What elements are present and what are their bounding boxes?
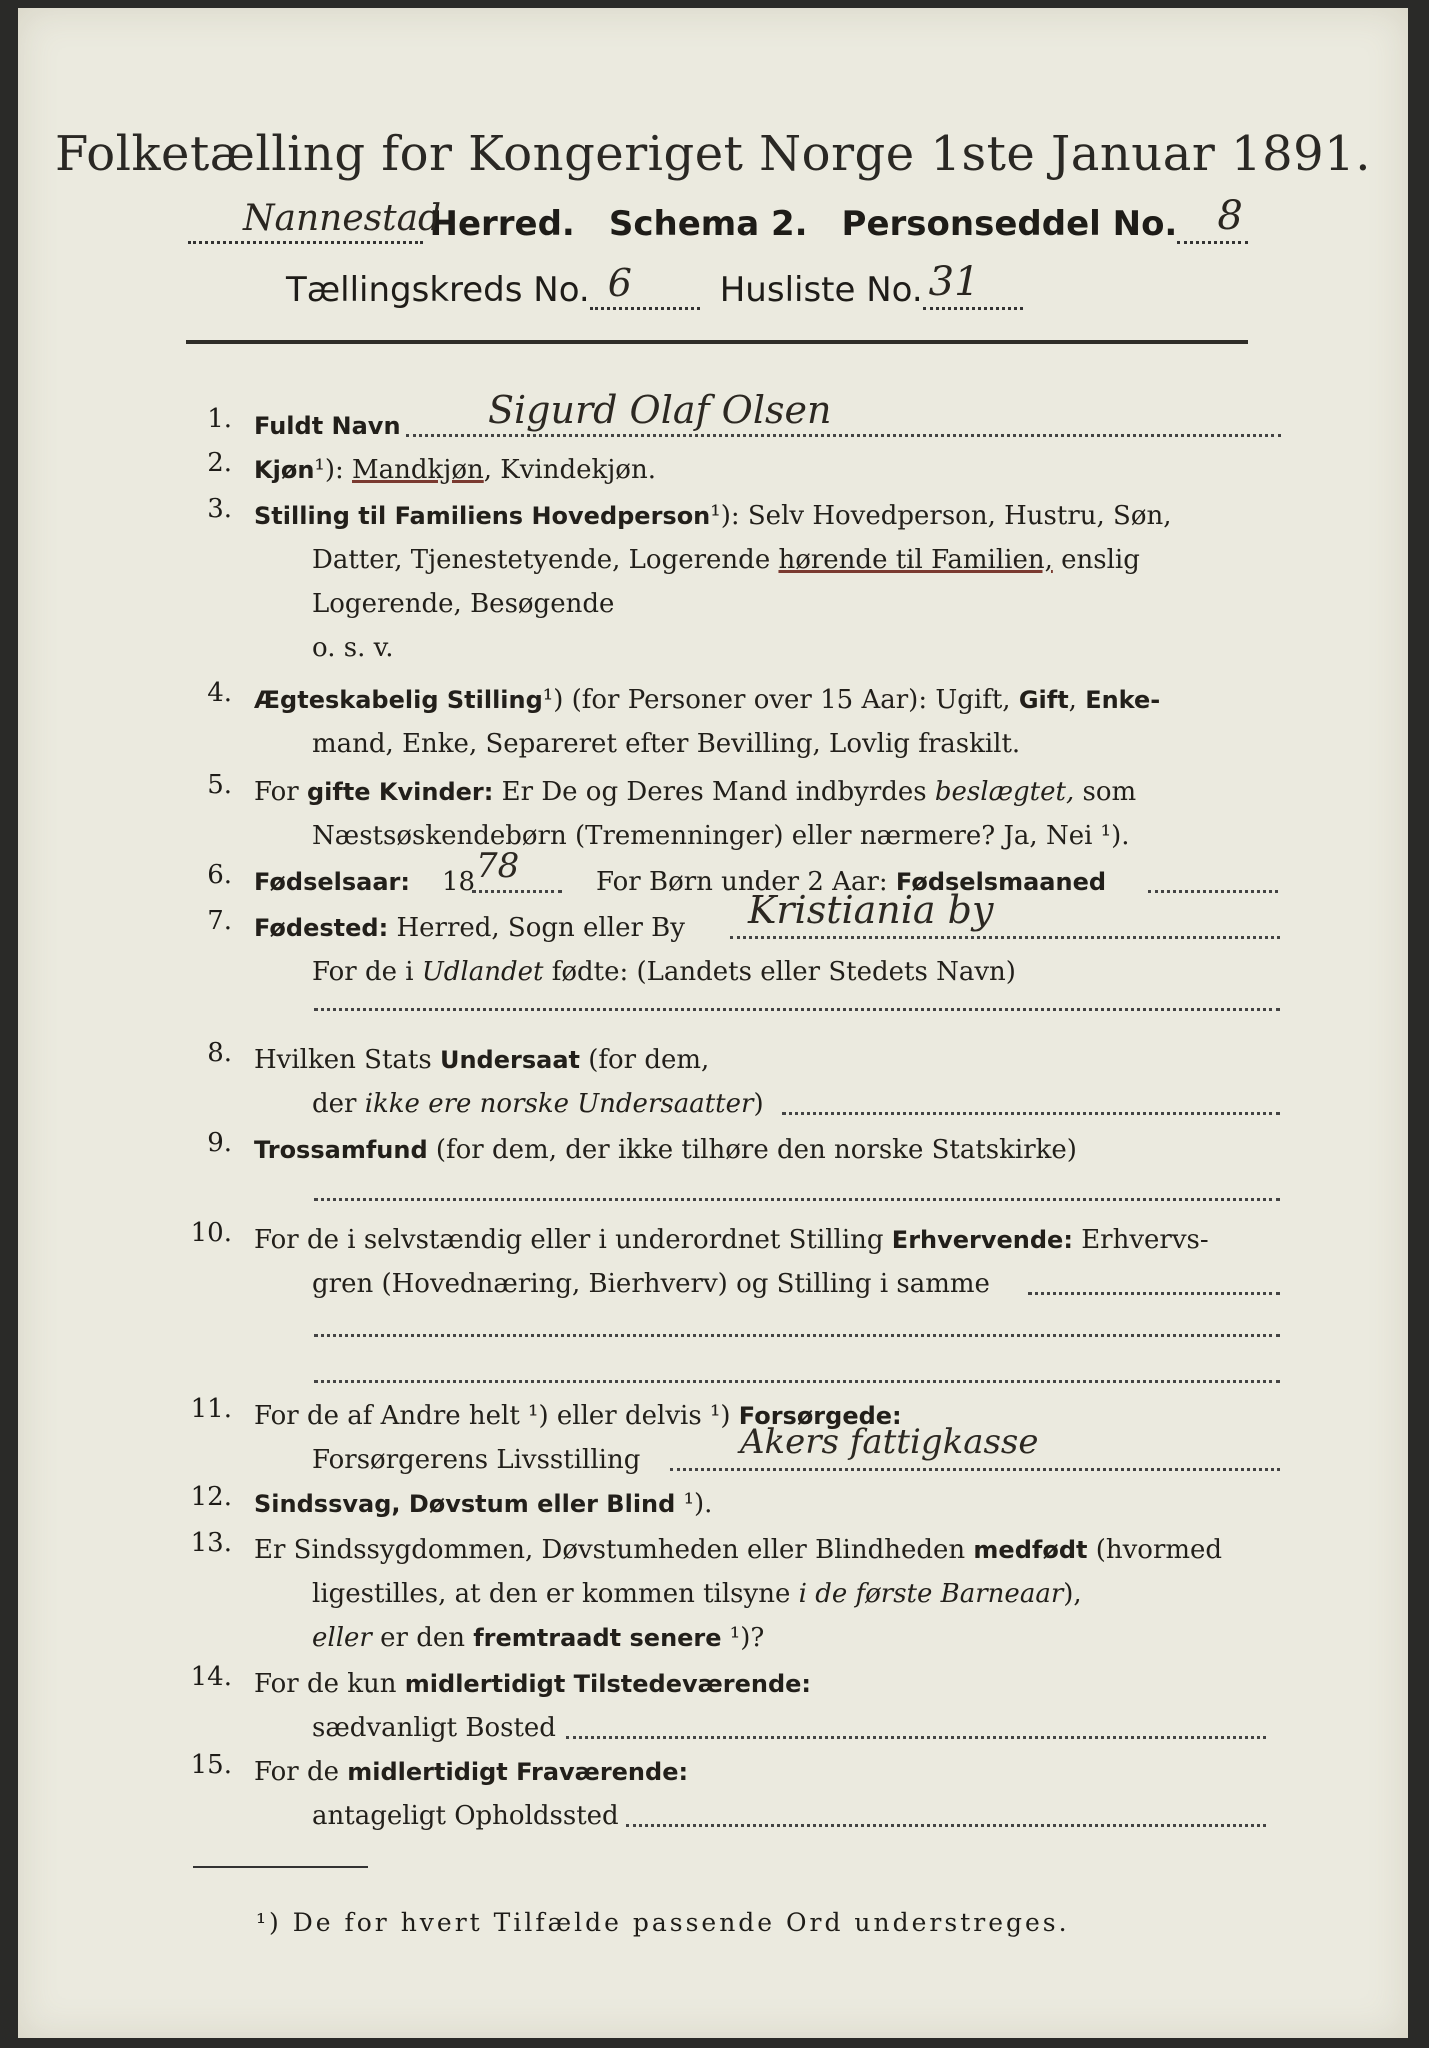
husliste-handwritten: 31 [928,259,980,305]
q8-line2: der ikke ere norske Undersaatter) [312,1089,764,1119]
footnote: ¹) De for hvert Tilfælde passende Ord understreges. [256,1908,1070,1937]
q10-answer-line-1[interactable] [1028,1292,1280,1295]
q2-text: Kjøn¹): Mandkjøn, Kvindekjøn. [254,455,656,485]
q6-prefix: 18 [442,867,476,897]
q11-answer-line[interactable] [670,1468,1280,1471]
q14-line1: For de kun midlertidigt Tilstedeværende: [254,1669,812,1699]
footnote-rule [193,1866,368,1868]
q3-line4: o. s. v. [312,633,394,663]
q4-line2: mand, Enke, Separeret efter Bevilling, Lovlig fraskilt. [312,729,1021,759]
q6-label: Fødselsaar: [254,868,410,896]
kreds-handwritten: 6 [607,261,632,305]
q6-number: 6. [207,860,232,890]
personseddel-handwritten: 8 [1217,193,1243,239]
herred-field[interactable] [188,198,442,244]
q13-number: 13. [190,1528,232,1558]
q11-number: 11. [190,1394,232,1424]
q6-rest: For Børn under 2 Aar: Fødselsmaaned [596,867,1107,897]
q10-line1: For de i selvstændig eller i underordnet Stilling Erhvervende: Erhvervs- [254,1225,1209,1255]
q14-line2: sædvanligt Bosted [312,1713,556,1743]
form-title: Folketælling for Kongeriget Norge 1ste Januar 1891. [55,126,1371,182]
header-row-herred [188,193,1248,244]
q12-line1: Sindssvag, Døvstum eller Blind ¹). [254,1489,713,1519]
q12-number: 12. [190,1482,232,1512]
q5-line1: For gifte Kvinder: Er De og Deres Mand indbyrdes beslægtet, som [254,777,1137,807]
q9-answer-line[interactable] [314,1198,1280,1201]
q13-line3: eller er den fremtraadt senere ¹)? [312,1623,765,1653]
q7-answer: Kristiania by [748,888,994,932]
q8-answer-line[interactable] [782,1112,1280,1115]
q10-answer-line-3[interactable] [314,1380,1280,1383]
q15-answer-line[interactable] [626,1824,1266,1827]
q7-foreign-line[interactable] [314,1008,1280,1011]
header-rule [186,340,1248,344]
q7-line2: For de i Udlandet fødte: (Landets eller Stedets Navn) [312,957,1016,987]
q15-line1: For de midlertidigt Fraværende: [254,1757,689,1787]
husliste-label: Husliste No. [719,270,923,310]
q6-answer-line[interactable] [472,890,562,893]
husliste-field[interactable] [923,259,1023,310]
q1-number: 1. [207,404,232,434]
q1-answer-line[interactable] [406,434,1281,437]
q11-line1: For de af Andre helt ¹) eller delvis ¹) Forsørgede: [254,1401,902,1431]
herred-handwritten: Nannestad [243,198,442,239]
q10-number: 10. [190,1218,232,1248]
personseddel-label: Personseddel No. [841,204,1178,244]
q6-answer: 78 [476,846,520,886]
personseddel-field[interactable] [1177,193,1248,244]
q10-line2: gren (Hovednæring, Bierhverv) og Stilling i samme [312,1269,990,1299]
q7-answer-line[interactable] [730,936,1280,939]
q4-number: 4. [207,678,232,708]
q15-line2: antageligt Opholdssted [312,1801,619,1831]
q4-line1: Ægteskabelig Stilling¹) (for Personer over 15 Aar): Ugift, Gift, Enke- [254,685,1161,715]
q13-line2: ligestilles, at den er kommen tilsyne i de første Barneaar), [312,1579,1082,1609]
q15-number: 15. [190,1750,232,1780]
census-form-sheet [18,8,1408,2038]
q9-number: 9. [207,1128,232,1158]
q8-number: 8. [207,1038,232,1068]
kreds-label: Tællingskreds No. [286,270,590,310]
q3-underlined: hørende til Familien, [778,545,1053,575]
schema-label: Schema 2. [608,204,808,244]
q2-number: 2. [207,448,232,478]
q1-label: Fuldt Navn [254,412,401,440]
q10-answer-line-2[interactable] [314,1334,1280,1337]
q8-line1: Hvilken Stats Undersaat (for dem, [254,1045,710,1075]
q3-line1: Stilling til Familiens Hovedperson¹): Selv Hovedperson, Hustru, Søn, [254,501,1172,531]
q3-line2: Datter, Tjenestetyende, Logerende hørende til Familien, enslig [312,545,1140,575]
q9-line1: Trossamfund (for dem, der ikke tilhøre den norske Statskirke) [254,1135,1077,1165]
q7-number: 7. [207,906,232,936]
q11-answer: Akers fattigkasse [740,1422,1039,1462]
q3-line3: Logerende, Besøgende [312,589,615,619]
herred-label: Herred. [429,204,575,244]
q3-number: 3. [207,494,232,524]
kreds-field[interactable] [590,261,700,310]
q5-number: 5. [207,770,232,800]
q1-answer: Sigurd Olaf Olsen [488,388,832,432]
q13-line1: Er Sindssygdommen, Døvstumheden eller Blindheden medfødt (hvormed [254,1535,1223,1565]
q5-line2: Næstsøskendebørn (Tremenninger) eller nærmere? Ja, Nei ¹). [312,821,1130,851]
q14-answer-line[interactable] [566,1736,1266,1739]
q7-line1: Fødested: Herred, Sogn eller By [254,913,685,943]
header-row-kreds [286,259,1248,310]
q11-line2: Forsørgerens Livsstilling [312,1445,641,1475]
q6-month-line[interactable] [1148,890,1278,893]
q2-mandkjon-underlined: Mandkjøn [352,455,484,485]
q14-number: 14. [190,1662,232,1692]
